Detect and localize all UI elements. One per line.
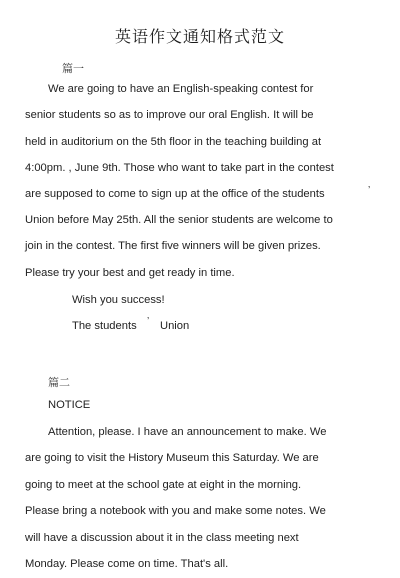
notice-title: NOTICE <box>48 399 91 411</box>
closing-line: Wish you success! <box>72 294 165 306</box>
paragraph-1-line: held in auditorium on the 5th floor in the teaching building at <box>25 136 322 148</box>
paragraph-1-line: We are going to have an English-speaking contest for <box>48 83 314 95</box>
paragraph-1-line: Union before May 25th. All the senior students are welcome to <box>25 214 333 226</box>
paragraph-2-line: are going to visit the History Museum this Saturday. We are <box>25 452 319 464</box>
signature-apostrophe: ’ <box>147 316 150 327</box>
section-heading-1: 篇一 <box>62 62 84 75</box>
paragraph-2-line: Attention, please. I have an announcement to make. We <box>48 426 327 438</box>
paragraph-2-line: will have a discussion about it in the class meeting next <box>25 532 299 544</box>
document-title: 英语作文通知格式范文 <box>114 27 285 46</box>
paragraph-1-line: senior students so as to improve our oral English. It will be <box>25 109 314 121</box>
paragraph-2-line: Monday. Please come on time. That's all. <box>25 558 229 570</box>
paragraph-1-line: are supposed to come to sign up at the office of the students <box>25 188 325 200</box>
signature-part: Union <box>160 320 190 332</box>
stray-apostrophe: ’ <box>368 185 371 196</box>
paragraph-2-line: Please bring a notebook with you and make some notes. We <box>25 505 326 517</box>
paragraph-2-line: going to meet at the school gate at eight in the morning. <box>25 479 302 491</box>
paragraph-1-line: 4:00pm. , June 9th. Those who want to take part in the contest <box>25 162 334 174</box>
section-heading-2: 篇二 <box>48 376 70 389</box>
signature-part: The students <box>72 320 137 332</box>
paragraph-1-line: join in the contest. The first five winners will be given prizes. <box>25 240 321 252</box>
paragraph-1-line: Please try your best and get ready in time. <box>25 267 235 279</box>
